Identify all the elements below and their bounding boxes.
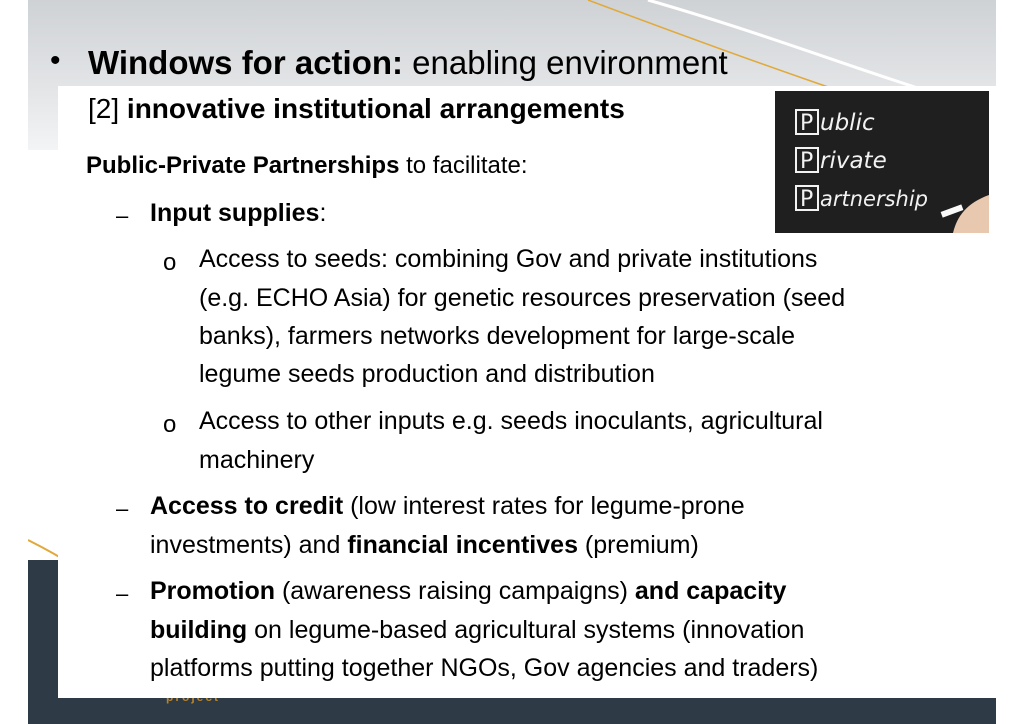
chalk-word: rivate bbox=[820, 148, 887, 174]
sub-item-inputs-line: machinery bbox=[199, 446, 315, 474]
chalk-letter: P bbox=[800, 111, 814, 136]
item-input-supplies: Input supplies: bbox=[150, 199, 327, 227]
chalk-word: artnership bbox=[820, 187, 929, 211]
chalk-word: ublic bbox=[820, 110, 875, 136]
chalkboard-photo bbox=[775, 91, 989, 233]
item-dash: ‒ bbox=[116, 496, 129, 521]
sub-item-seeds-line: legume seeds production and distribution bbox=[199, 360, 655, 388]
sub-bullet: o bbox=[163, 249, 177, 276]
title-bullet: • bbox=[50, 44, 61, 77]
chalkboard-illustration bbox=[775, 91, 989, 233]
sub-item-inputs-line: Access to other inputs e.g. seeds inoculants, agricultural bbox=[199, 407, 823, 435]
sub-item-seeds-line: Access to seeds: combining Gov and private institutions bbox=[199, 245, 818, 273]
item-promotion-line: building on legume-based agricultural systems (innovation bbox=[150, 616, 805, 644]
item-promotion-line: platforms putting together NGOs, Gov agencies and traders) bbox=[150, 654, 819, 682]
sub-item-seeds-line: banks), farmers networks development for large-scale bbox=[199, 322, 796, 350]
item-dash: ‒ bbox=[116, 581, 129, 606]
slide-title: Windows for action: enabling environment bbox=[88, 44, 728, 81]
sub-bullet: o bbox=[163, 411, 177, 438]
sub-item-seeds-line: (e.g. ECHO Asia) for genetic resources preservation (seed bbox=[199, 284, 846, 312]
chalk-letter: P bbox=[800, 149, 814, 174]
item-promotion-line: Promotion (awareness raising campaigns) and capacity bbox=[150, 577, 787, 605]
chalk-letter: P bbox=[800, 187, 814, 212]
intro-line: Public-Private Partnerships to facilitate: bbox=[86, 152, 528, 179]
item-credit-line: investments) and financial incentives (premium) bbox=[150, 531, 699, 559]
slide-subtitle: [2] innovative institutional arrangements bbox=[88, 93, 625, 124]
item-credit-line: Access to credit (low interest rates for legume-prone bbox=[150, 492, 745, 520]
item-dash: ‒ bbox=[116, 203, 129, 228]
